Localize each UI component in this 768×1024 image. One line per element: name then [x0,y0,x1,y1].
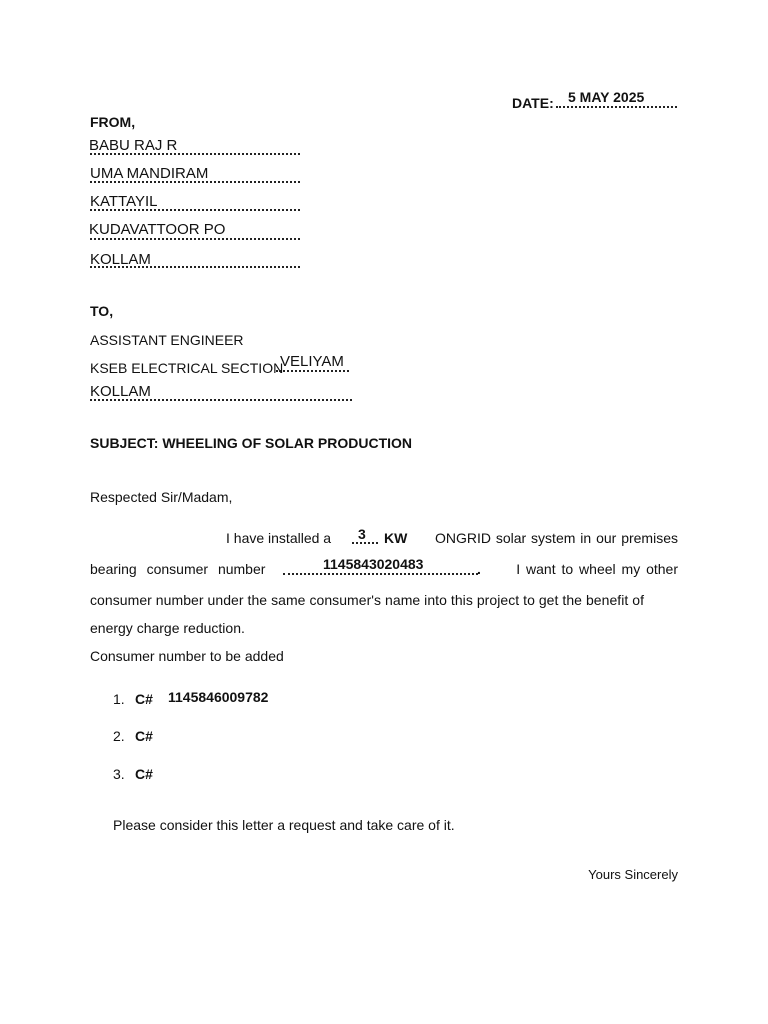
consumer-number-dots [283,573,478,575]
kw-value[interactable]: 3 [358,526,366,542]
to-section-dots [276,370,349,372]
from-line-4[interactable]: KUDAVATTOOR PO [89,221,226,238]
date-value[interactable]: 5 MAY 2025 [568,89,645,105]
body-line-5: Consumer number to be added [90,648,284,664]
from-line-1[interactable]: BABU RAJ R [89,137,178,154]
from-line-5[interactable]: KOLLAM [90,251,151,268]
from-line-4-dots [90,238,300,240]
from-line-3[interactable]: KATTAYIL [90,193,158,210]
consumer-number-value[interactable]: 1145843020483 [323,556,424,572]
list-item-1-number: 1. [113,691,125,707]
closing-request: Please consider this letter a request and take care of it. [113,817,455,833]
to-heading: TO, [90,303,114,319]
to-line-2-label: KSEB ELECTRICAL SECTION [90,360,284,376]
signoff: Yours Sincerely [588,867,678,882]
body-line-2-end: I want to wheel my other [516,561,678,577]
date-dotted-line [556,106,677,108]
body-line-4: energy charge reduction. [90,620,245,636]
to-section-value[interactable]: VELIYAM [280,353,344,370]
body-line-2-start: bearing consumer number [90,561,266,577]
to-line-1: ASSISTANT ENGINEER [90,332,244,348]
list-item-3-number: 3. [113,766,125,782]
body-line-1-start: I have installed a [226,530,332,546]
body-line-1-end: ONGRID solar system in our premises [434,530,678,546]
body-line-3: consumer number under the same consumer's name into this project to get the benefit of [90,592,645,608]
from-line-2[interactable]: UMA MANDIRAM [90,165,209,182]
kw-dots [352,542,378,544]
to-district-value[interactable]: KOLLAM [90,383,151,400]
list-item-1-label: C# [135,691,153,707]
list-item-2-number: 2. [113,728,125,744]
subject-line: SUBJECT: WHEELING OF SOLAR PRODUCTION [90,435,413,451]
body-line-2-period: . [477,561,481,577]
list-item-3-label: C# [135,766,153,782]
kw-unit: KW [384,530,408,546]
list-item-2-label: C# [135,728,153,744]
list-item-1-value[interactable]: 1145846009782 [168,689,269,705]
salutation: Respected Sir/Madam, [90,489,233,505]
from-heading: FROM, [90,114,136,130]
date-label: DATE: [512,95,554,111]
